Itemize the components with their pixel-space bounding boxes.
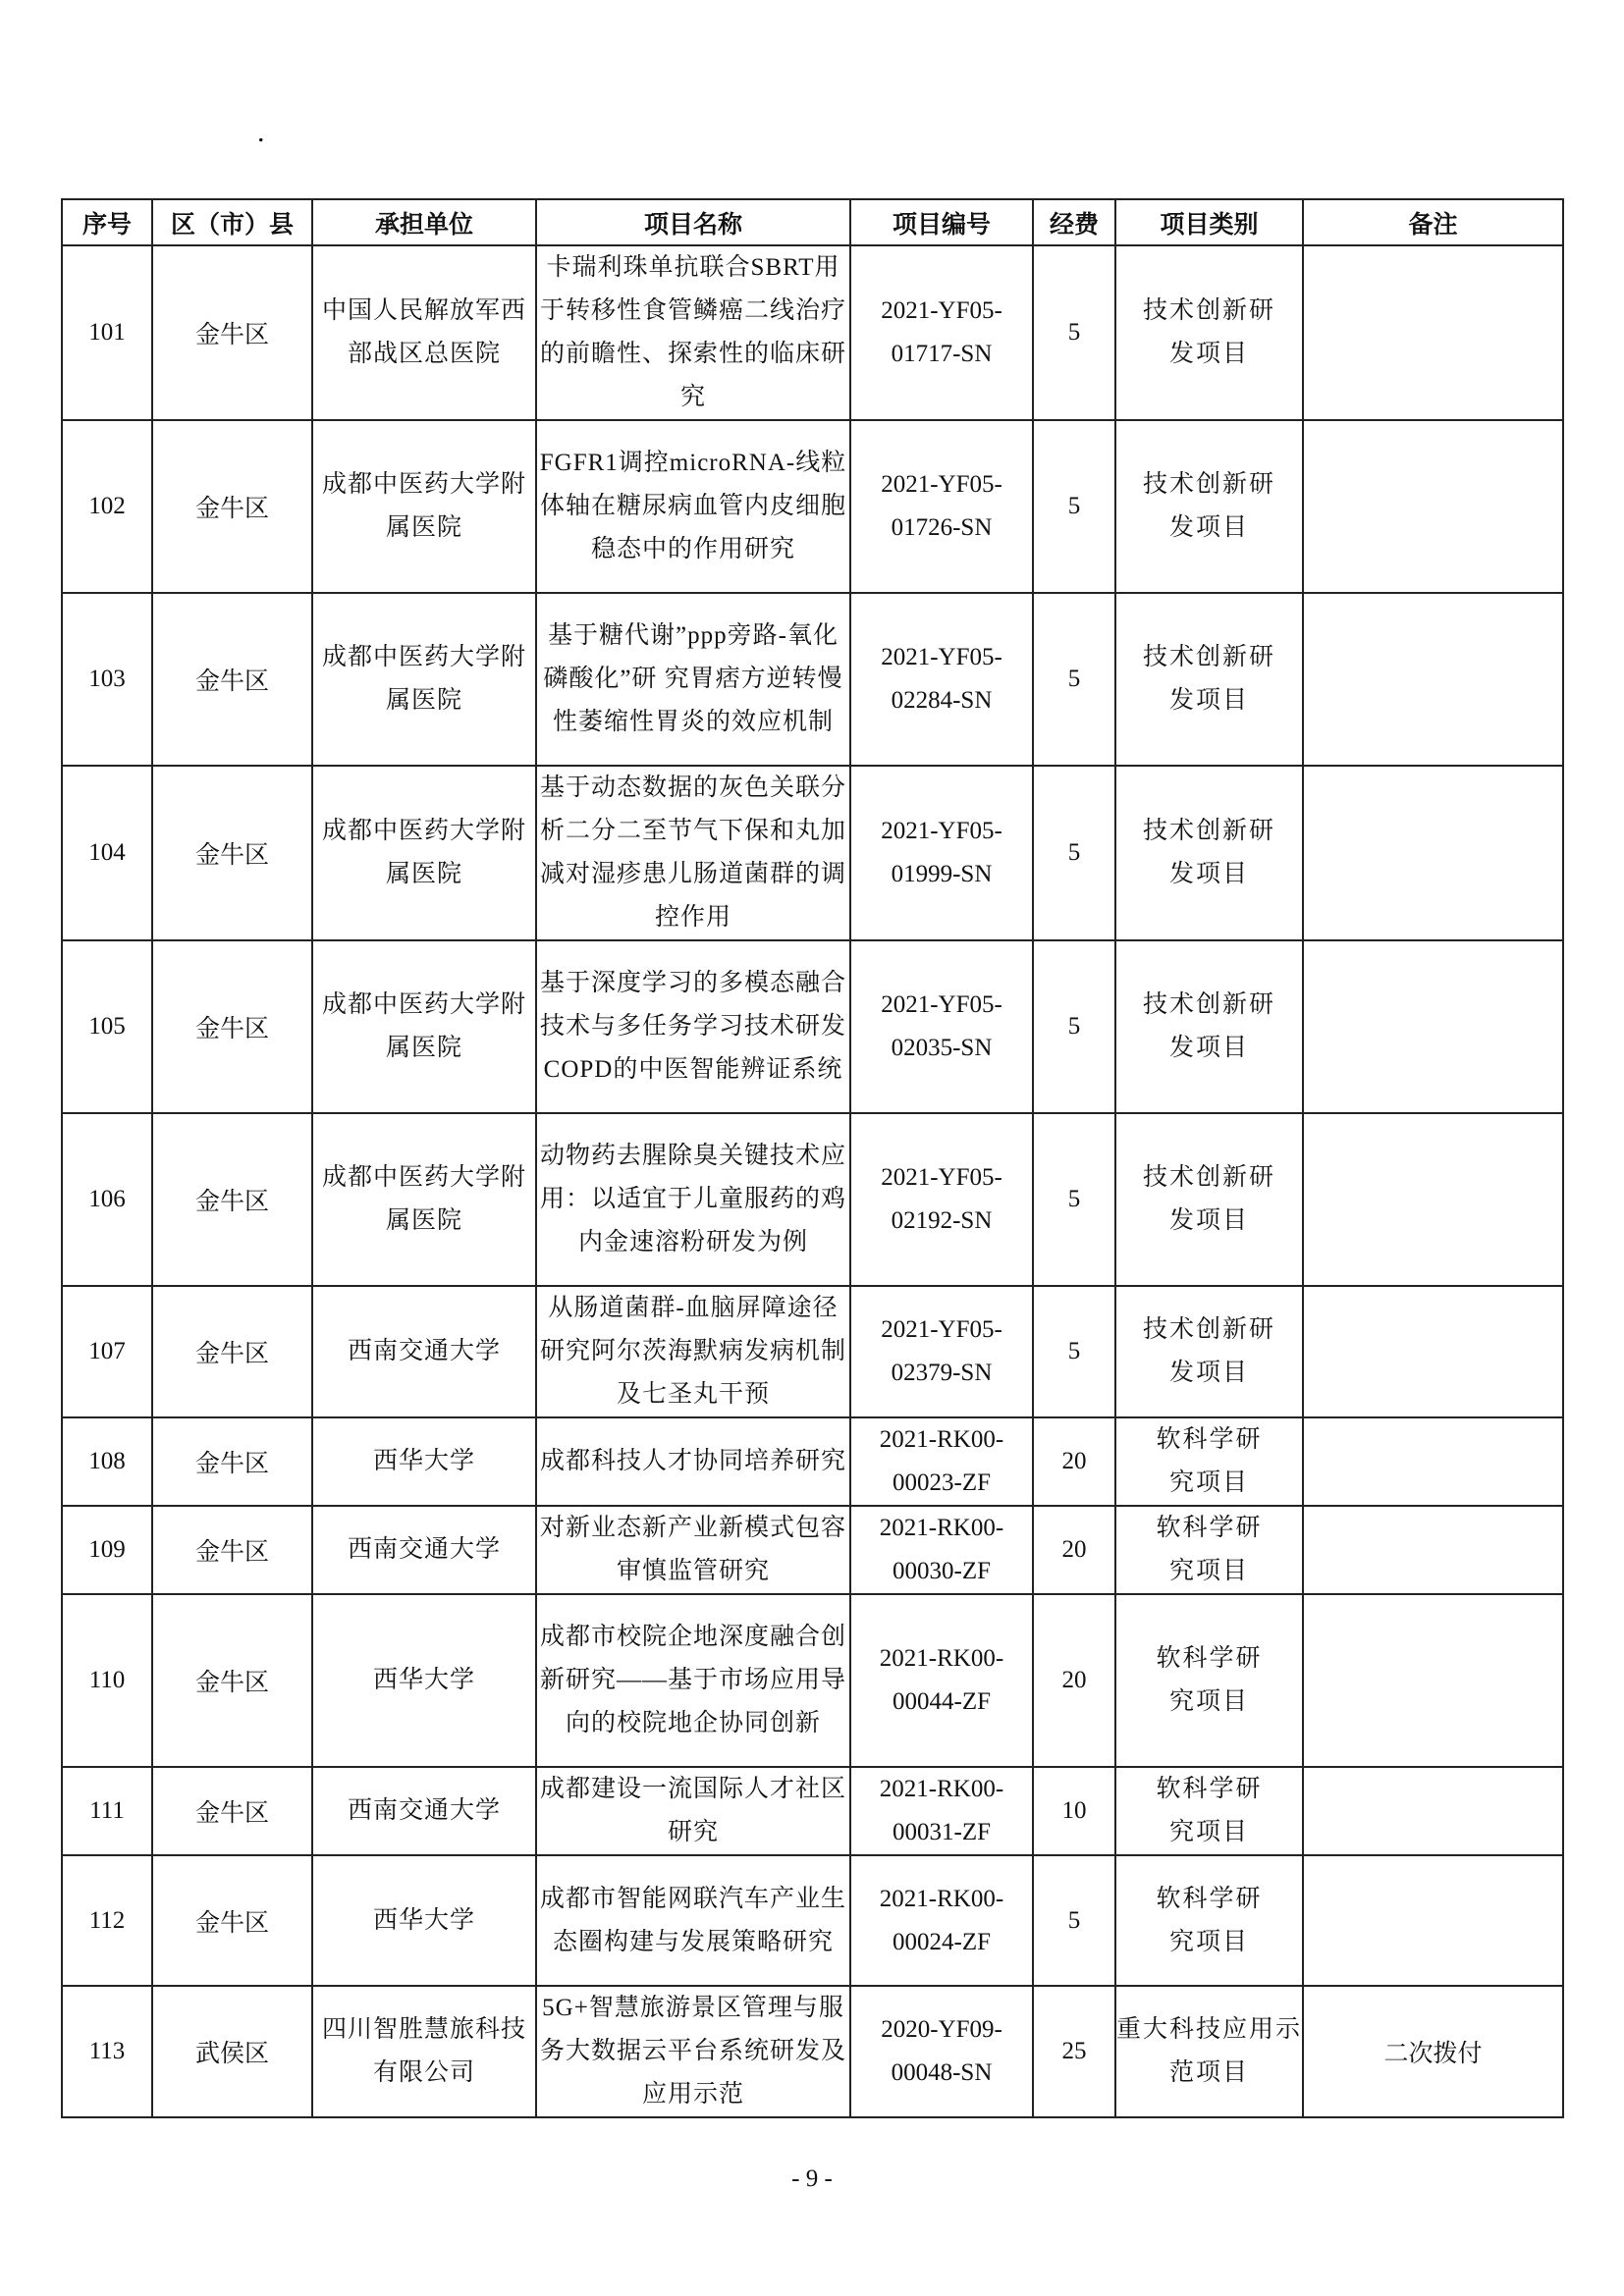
cell-project-code: 2021-YF05- 02379-SN [850,1286,1033,1417]
cell-fund: 5 [1033,1855,1115,1986]
cell-project-name: 对新业态新产业新模式包容审慎监管研究 [536,1506,850,1594]
cell-project-name: 5G+智慧旅游景区管理与服务大数据云平台系统研发及应用示范 [536,1986,850,2117]
cell-district: 金牛区 [152,766,312,940]
cell-no: 101 [62,245,152,420]
table-row [62,766,1563,940]
cell-unit: 西华大学 [312,1417,536,1506]
table-header-row [62,199,1563,245]
cell-no: 106 [62,1113,152,1286]
cell-fund: 5 [1033,1113,1115,1286]
cell-category: 软科学研 究项目 [1115,1855,1303,1986]
cell-note [1303,766,1563,940]
cell-district: 金牛区 [152,1594,312,1767]
cell-district: 金牛区 [152,593,312,766]
cell-fund: 25 [1033,1986,1115,2117]
cell-project-code: 2021-YF05- 01717-SN [850,245,1033,420]
page-dot-mark: . [257,116,265,148]
cell-fund: 5 [1033,593,1115,766]
cell-project-code: 2020-YF09- 00048-SN [850,1986,1033,2117]
cell-note [1303,1594,1563,1767]
cell-fund: 20 [1033,1506,1115,1594]
cell-unit: 西华大学 [312,1594,536,1767]
cell-project-name: 从肠道菌群-血脑屏障途径研究阿尔茨海默病发病机制及七圣丸干预 [536,1286,850,1417]
cell-project-code: 2021-YF05- 01726-SN [850,420,1033,593]
cell-district: 金牛区 [152,1506,312,1594]
cell-district: 武侯区 [152,1986,312,2117]
table-row [62,1417,1563,1506]
table-row [62,1286,1563,1417]
cell-note [1303,245,1563,420]
cell-category: 软科学研 究项目 [1115,1506,1303,1594]
cell-project-name: 成都科技人才协同培养研究 [536,1417,850,1506]
cell-category: 技术创新研 发项目 [1115,420,1303,593]
cell-project-code: 2021-RK00- 00044-ZF [850,1594,1033,1767]
cell-district: 金牛区 [152,420,312,593]
cell-note [1303,1767,1563,1855]
cell-project-code: 2021-RK00- 00023-ZF [850,1417,1033,1506]
table-row [62,1506,1563,1594]
header-unit: 承担单位 [312,199,536,245]
cell-note [1303,593,1563,766]
cell-project-name: 基于糖代谢”ppp旁路-氧化磷酸化”研 究胃痞方逆转慢性萎缩性胃炎的效应机制 [536,593,850,766]
cell-no: 109 [62,1506,152,1594]
cell-unit: 成都中医药大学附属医院 [312,1113,536,1286]
cell-district: 金牛区 [152,245,312,420]
header-note: 备注 [1303,199,1563,245]
table-row [62,940,1563,1113]
cell-category: 软科学研 究项目 [1115,1417,1303,1506]
cell-fund: 5 [1033,245,1115,420]
cell-category: 技术创新研 发项目 [1115,766,1303,940]
table-row [62,1767,1563,1855]
cell-note [1303,940,1563,1113]
table-row [62,1986,1563,2117]
cell-category: 软科学研 究项目 [1115,1767,1303,1855]
cell-project-name: 成都市智能网联汽车产业生态圈构建与发展策略研究 [536,1855,850,1986]
header-no: 序号 [62,199,152,245]
cell-district: 金牛区 [152,1767,312,1855]
cell-no: 113 [62,1986,152,2117]
cell-project-code: 2021-YF05- 02284-SN [850,593,1033,766]
cell-district: 金牛区 [152,940,312,1113]
cell-no: 104 [62,766,152,940]
table-row [62,1113,1563,1286]
cell-fund: 10 [1033,1767,1115,1855]
cell-fund: 5 [1033,1286,1115,1417]
cell-unit: 成都中医药大学附属医院 [312,940,536,1113]
cell-note [1303,1506,1563,1594]
cell-unit: 西南交通大学 [312,1506,536,1594]
cell-project-code: 2021-YF05- 02192-SN [850,1113,1033,1286]
cell-project-code: 2021-YF05- 02035-SN [850,940,1033,1113]
cell-no: 111 [62,1767,152,1855]
cell-no: 102 [62,420,152,593]
cell-project-code: 2021-RK00- 00030-ZF [850,1506,1033,1594]
cell-fund: 5 [1033,766,1115,940]
cell-unit: 四川智胜慧旅科技有限公司 [312,1986,536,2117]
cell-unit: 成都中医药大学附属医院 [312,593,536,766]
cell-category: 技术创新研 发项目 [1115,245,1303,420]
cell-category: 软科学研 究项目 [1115,1594,1303,1767]
cell-unit: 西南交通大学 [312,1767,536,1855]
cell-no: 105 [62,940,152,1113]
cell-project-code: 2021-RK00- 00024-ZF [850,1855,1033,1986]
cell-no: 107 [62,1286,152,1417]
cell-fund: 5 [1033,940,1115,1113]
cell-note: 二次拨付 [1303,1986,1563,2117]
header-code: 项目编号 [850,199,1033,245]
cell-district: 金牛区 [152,1417,312,1506]
cell-project-code: 2021-YF05- 01999-SN [850,766,1033,940]
cell-project-code: 2021-RK00- 00031-ZF [850,1767,1033,1855]
cell-no: 108 [62,1417,152,1506]
project-table [61,198,1564,2118]
cell-district: 金牛区 [152,1113,312,1286]
cell-unit: 成都中医药大学附属医院 [312,420,536,593]
cell-no: 112 [62,1855,152,1986]
header-category: 项目类别 [1115,199,1303,245]
cell-fund: 5 [1033,420,1115,593]
header-fund: 经费 [1033,199,1115,245]
cell-note [1303,1417,1563,1506]
cell-category: 技术创新研 发项目 [1115,940,1303,1113]
cell-note [1303,420,1563,593]
cell-unit: 成都中医药大学附属医院 [312,766,536,940]
cell-unit: 西华大学 [312,1855,536,1986]
page-number: - 9 - [791,2165,833,2192]
header-district: 区（市）县 [152,199,312,245]
cell-project-name: 基于深度学习的多模态融合技术与多任务学习技术研发COPD的中医智能辨证系统 [536,940,850,1113]
table-row [62,1594,1563,1767]
cell-unit: 中国人民解放军西部战区总医院 [312,245,536,420]
cell-district: 金牛区 [152,1855,312,1986]
cell-category: 技术创新研 发项目 [1115,1113,1303,1286]
table-row [62,1855,1563,1986]
cell-project-name: 成都市校院企地深度融合创新研究——基于市场应用导向的校院地企协同创新 [536,1594,850,1767]
cell-category: 技术创新研 发项目 [1115,1286,1303,1417]
cell-no: 110 [62,1594,152,1767]
table-row [62,245,1563,420]
cell-note [1303,1855,1563,1986]
cell-category: 技术创新研 发项目 [1115,593,1303,766]
cell-project-name: 基于动态数据的灰色关联分析二分二至节气下保和丸加减对湿疹患儿肠道菌群的调控作用 [536,766,850,940]
cell-project-name: FGFR1调控microRNA-线粒体轴在糖尿病血管内皮细胞稳态中的作用研究 [536,420,850,593]
cell-note [1303,1286,1563,1417]
cell-project-name: 成都建设一流国际人才社区研究 [536,1767,850,1855]
cell-fund: 20 [1033,1417,1115,1506]
cell-fund: 20 [1033,1594,1115,1767]
cell-project-name: 卡瑞利珠单抗联合SBRT用于转移性食管鳞癌二线治疗的前瞻性、探索性的临床研究 [536,245,850,420]
cell-project-name: 动物药去腥除臭关键技术应用：以适宜于儿童服药的鸡内金速溶粉研发为例 [536,1113,850,1286]
cell-no: 103 [62,593,152,766]
cell-note [1303,1113,1563,1286]
table-row [62,420,1563,593]
table-row [62,593,1563,766]
header-name: 项目名称 [536,199,850,245]
cell-unit: 西南交通大学 [312,1286,536,1417]
cell-district: 金牛区 [152,1286,312,1417]
cell-category: 重大科技应用示 范项目 [1115,1986,1303,2117]
